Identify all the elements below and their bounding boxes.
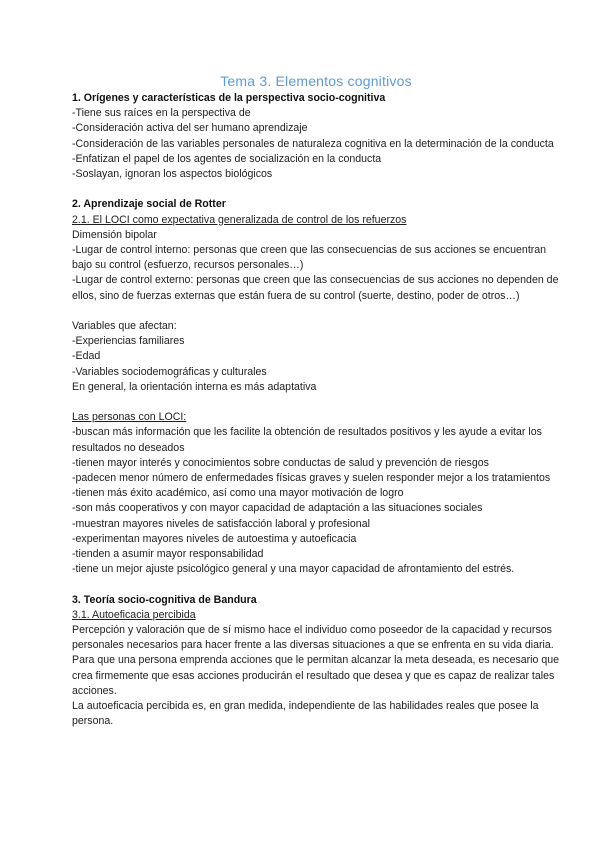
loci-item: -muestran mayores niveles de satisfacción laboral y profesional: [72, 517, 370, 530]
loci-item: -son más cooperativos y con mayor capacidad de adaptación a las situaciones sociales: [72, 502, 483, 515]
loci-item: -tiene un mejor ajuste psicológico general y una mayor capacidad de afrontamiento del estrés.: [72, 563, 515, 576]
conclusion-text: En general, la orientación interna es más adaptativa: [72, 380, 317, 393]
internal-control-text: -Lugar de control interno: personas que creen que las consecuencias de sus acciones se encuentran bajo su control (esfuerzo, recursos personales…): [72, 244, 547, 272]
external-control-text: -Lugar de control externo: personas que creen que las consecuencias de sus acciones no dependen de ellos, sino de fuerzas externas que están fuera de su control (suerte, destino, poder de otros…): [72, 274, 559, 302]
section3-heading: 3. Teoría socio-cognitiva de Bandura: [72, 593, 257, 606]
section3-subheading: 3.1. Autoeficacia percibida: [72, 608, 196, 621]
section1-item: -Enfatizan el papel de los agentes de socialización en la conducta: [72, 152, 382, 165]
loci-item: -padecen menor número de enfermedades físicas graves y suelen responder mejor a los tratamientos: [72, 472, 551, 485]
variables-label: Variables que afectan:: [72, 320, 177, 333]
section2-heading: 2. Aprendizaje social de Rotter: [72, 198, 226, 211]
self-efficacy-paragraph: Percepción y valoración que de sí mismo hace el individuo como poseedor de la capacidad y recursos personales necesarios para hacer frente a las diversas situaciones a que se enfrenta en su vida diaria. Para que una persona emprenda acciones que le permitan alcanzar la meta deseada, es necesario que crea firmemente que esas acciones producirán el resultado que desea y que es capaz de realizar tales acciones.: [72, 624, 560, 697]
variables-item: -Variables sociodemográficas y culturales: [72, 365, 267, 378]
variables-item: -Experiencias familiares: [72, 335, 185, 348]
section1-heading: 1. Orígenes y características de la perspectiva socio-cognitiva: [72, 92, 386, 104]
self-efficacy-paragraph: La autoeficacia percibida es, en gran medida, independiente de las habilidades reales que posee la persona.: [72, 700, 539, 728]
loci-item: -tienen mayor interés y conocimientos sobre conductas de salud y prevención de riesgos: [72, 456, 489, 469]
section1-item: -Consideración de las variables personales de naturaleza cognitiva en la determinación de la conducta: [72, 137, 554, 150]
loci-item: -tienen más éxito académico, así como una mayor motivación de logro: [72, 487, 404, 500]
section1-item: -Tiene sus raíces en la perspectiva de: [72, 107, 251, 120]
page-title: Tema 3. Elementos cognitivos: [220, 73, 412, 89]
section1-item: -Soslayan, ignoran los aspectos biológicos: [72, 168, 273, 181]
loci-item: -buscan más información que les facilite la obtención de resultados positivos y les ayude a evitar los resultados no deseados: [72, 426, 542, 454]
loci-item: -tienden a asumir mayor responsabilidad: [72, 548, 264, 561]
dimension-text: Dimensión bipolar: [72, 228, 157, 241]
section1-item: -Consideración activa del ser humano aprendizaje: [72, 122, 308, 135]
loci-label: Las personas con LOCI:: [72, 411, 187, 424]
loci-item: -experimentan mayores niveles de autoestima y autoeficacia: [72, 532, 357, 545]
variables-item: -Edad: [72, 350, 101, 363]
section2-subheading: 2.1. El LOCI como expectativa generalizada de control de los refuerzos: [72, 213, 407, 226]
